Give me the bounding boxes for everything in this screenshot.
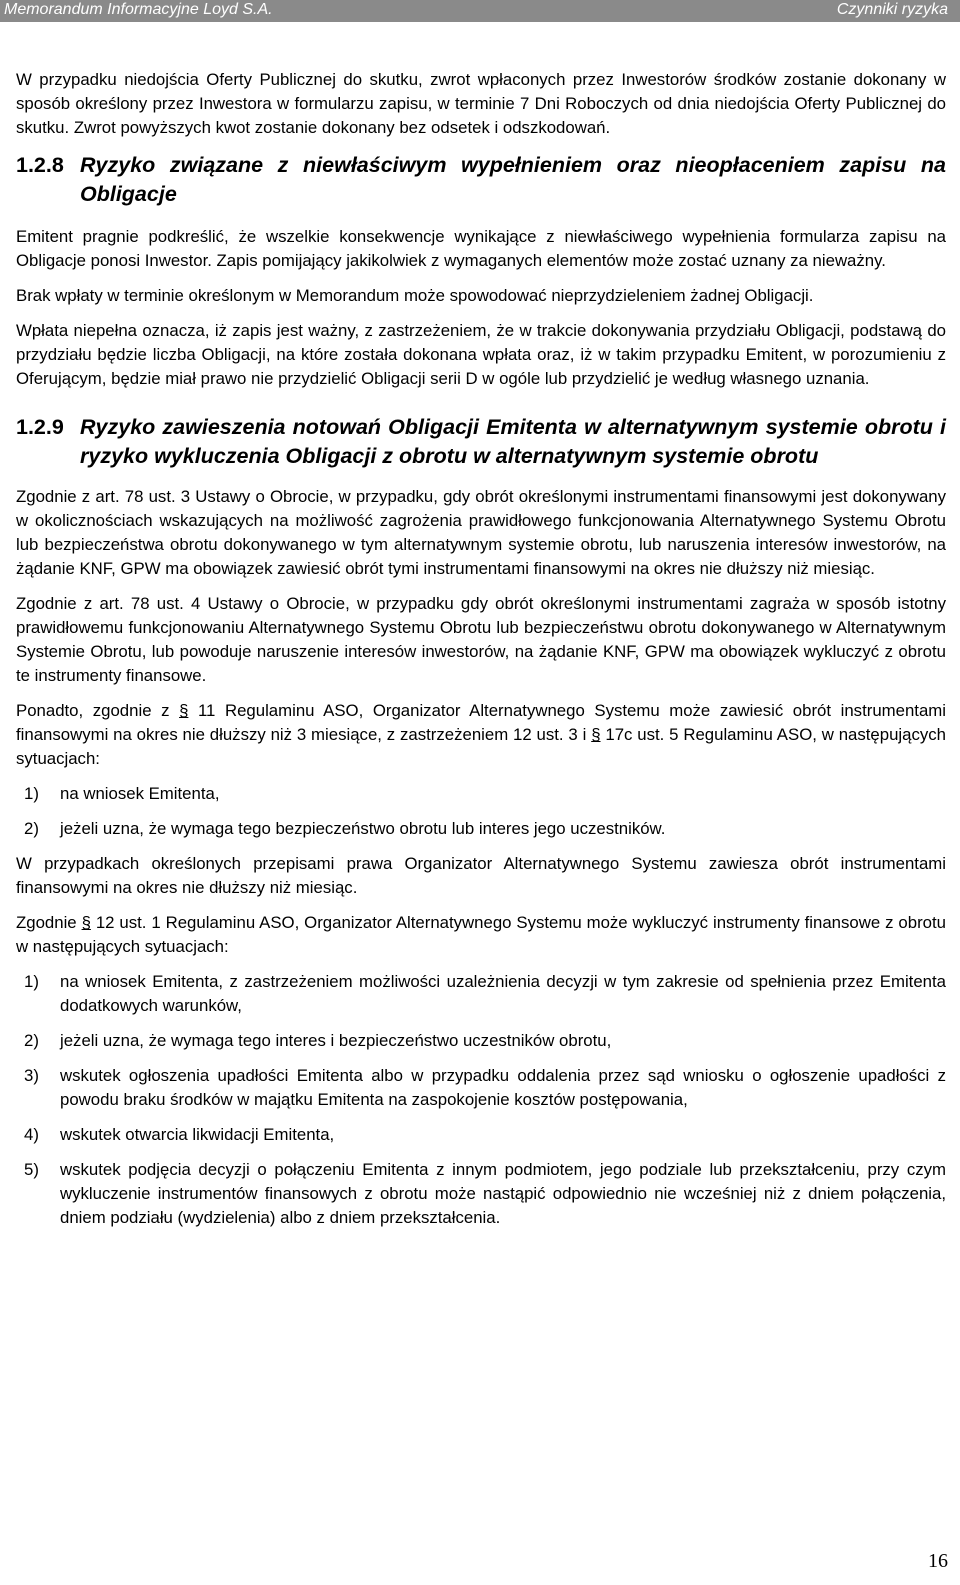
text-run: 17c ust. 5 Regulaminu ASO, w następujących sytuacjach: <box>16 725 946 768</box>
list-item <box>16 1158 946 1230</box>
paragraph: Zgodnie z art. 78 ust. 3 Ustawy o Obrocie, w przypadku, gdy obrót określonymi instrumentami finansowymi jest dokonywany w okolicznościach wskazujących na możliwość zagrożenia prawidłowego funkcjonowania Alternatywnego Systemu Obrotu lub bezpieczeństwa obrotu dokonywanego w tym alternatywnym systemie obrotu, lub naruszenia interesów inwestorów, na żądanie KNF, GPW ma obowiązek zawiesić obrót tymi instrumentami finansowymi na okres nie dłuższy niż miesiąc. <box>16 487 946 578</box>
list-item <box>16 1029 946 1053</box>
list-number: 4) <box>24 1125 39 1144</box>
page-content <box>16 68 946 1241</box>
list-number: 1) <box>24 784 39 803</box>
section-sign: § <box>81 913 91 932</box>
page-header <box>0 0 960 22</box>
section-heading-1-2-9 <box>16 413 946 471</box>
intro-paragraph: W przypadku niedojścia Oferty Publicznej do skutku, zwrot wpłaconych przez Inwestorów środków zostanie dokonany w sposób określony przez Inwestora w formularzu zapisu, w terminie 7 Dni Roboczych od dnia niedojścia Oferty Publicznej do skutku. Zwrot powyższych kwot zostanie dokonany bez odsetek i odszkodowań. <box>16 70 946 137</box>
list-item <box>16 782 946 806</box>
paragraph: Wpłata niepełna oznacza, iż zapis jest ważny, z zastrzeżeniem, że w trakcie dokonywania przydziału Obligacji, podstawą do przydziału będzie liczba Obligacji, na które została dokonana wpłata oraz, iż w takim przypadku Emitent, w porozumieniu z Oferującym, będzie miał prawo nie przydzielić Obligacji serii D w ogóle lub przydzielić je według własnego uznania. <box>16 321 946 388</box>
list-number: 2) <box>24 1031 39 1050</box>
section-heading-1-2-8 <box>16 151 946 209</box>
text-run: Zgodnie <box>16 913 82 932</box>
section-sign: § <box>591 725 601 744</box>
list-text: wskutek otwarcia likwidacji Emitenta, <box>60 1125 335 1144</box>
list-text: wskutek podjęcia decyzji o połączeniu Emitenta z innym podmiotem, jego podziale lub przekształceniu, przy czym wykluczenie instrumentów finansowych z obrotu może nastąpić odpowiednio nie wcześniej niż z dniem połączenia, dniem podziału (wydzielenia) albo z dniem przekształcenia. <box>60 1160 946 1227</box>
list-number: 5) <box>24 1160 39 1179</box>
page-number: 16 <box>928 1550 948 1572</box>
text-run: 12 ust. 1 Regulaminu ASO, Organizator Alternatywnego Systemu może wykluczyć instrumenty finansowe z obrotu w następujących sytuacjach: <box>16 913 946 956</box>
list-item <box>16 1123 946 1147</box>
list-text: jeżeli uzna, że wymaga tego bezpieczeństwo obrotu lub interes jego uczestników. <box>60 819 666 838</box>
paragraph: Brak wpłaty w terminie określonym w Memorandum może spowodować nieprzydzieleniem żadnej Obligacji. <box>16 286 814 305</box>
section-title: Ryzyko związane z niewłaściwym wypełnieniem oraz nieopłaceniem zapisu na Obligacje <box>80 153 946 206</box>
list-number: 2) <box>24 819 39 838</box>
header-document-title: Memorandum Informacyjne Loyd S.A. <box>4 1 273 18</box>
list-text: na wniosek Emitenta, z zastrzeżeniem możliwości uzależnienia decyzji w tym zakresie od spełnienia przez Emitenta dodatkowych warunków, <box>60 972 946 1015</box>
list-number: 3) <box>24 1066 39 1085</box>
header-chapter-title: Czynniki ryzyka <box>836 1 948 18</box>
paragraph: Emitent pragnie podkreślić, że wszelkie konsekwencje wynikające z niewłaściwego wypełnienia formularza zapisu na Obligacje ponosi Inwestor. Zapis pomijający jakikolwiek z wymaganych elementów może zostać uznany za nieważny. <box>16 227 946 270</box>
paragraph: Zgodnie z art. 78 ust. 4 Ustawy o Obrocie, w przypadku gdy obrót określonymi instrumentami zagraża w sposób istotny prawidłowemu funkcjonowaniu Alternatywnego Systemu Obrotu lub bezpieczeństwu obrotu dokonywanego w Alternatywnym Systemie Obrotu, lub powoduje naruszenie interesów inwestorów, na żądanie KNF, GPW ma obowiązek wykluczyć z obrotu te instrumenty finansowe. <box>16 594 946 685</box>
paragraph: W przypadkach określonych przepisami prawa Organizator Alternatywnego Systemu zawiesza obrót instrumentami finansowymi na okres nie dłuższy niż miesiąc. <box>16 854 946 897</box>
text-run: 11 Regulaminu ASO, Organizator Alternatywnego Systemu może zawiesić obrót instrumentami finansowymi na okres nie dłuższy niż 3 miesiące, z zastrzeżeniem 12 ust. 3 i <box>16 701 947 744</box>
list-item <box>16 817 946 841</box>
section-title: Ryzyko zawieszenia notowań Obligacji Emitenta w alternatywnym systemie obrotu i ryzyko wykluczenia Obligacji z obrotu w alternatywnym systemie obrotu <box>80 415 946 468</box>
list-text: na wniosek Emitenta, <box>60 784 220 803</box>
list-item <box>16 970 946 1018</box>
paragraph <box>16 699 946 771</box>
section-number: 1.2.8 <box>16 153 64 177</box>
section-number: 1.2.9 <box>16 415 64 439</box>
section-sign: § <box>179 701 189 720</box>
list-number: 1) <box>24 972 39 991</box>
paragraph <box>16 911 946 959</box>
list-text: wskutek ogłoszenia upadłości Emitenta albo w przypadku oddalenia przez sąd wniosku o ogłoszenie upadłości z powodu braku środków w majątku Emitenta na zaspokojenie kosztów postępowania, <box>60 1066 946 1109</box>
list-item <box>16 1064 946 1112</box>
text-run: Ponadto, zgodnie z <box>16 701 180 720</box>
list-text: jeżeli uzna, że wymaga tego interes i bezpieczeństwo uczestników obrotu, <box>60 1031 612 1050</box>
